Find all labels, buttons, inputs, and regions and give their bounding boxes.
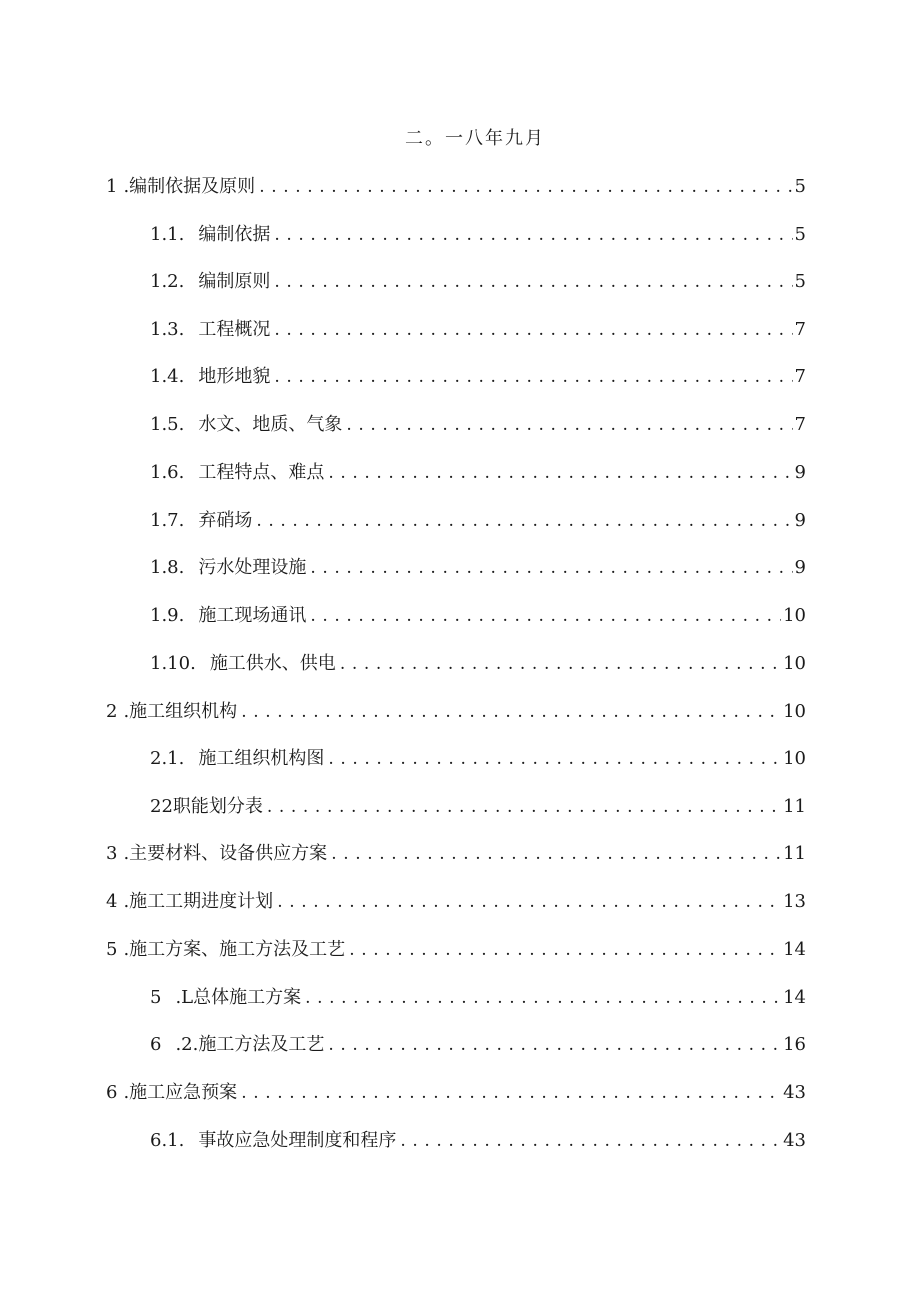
toc-entry[interactable] — [150, 504, 806, 538]
toc-entry-title — [150, 551, 310, 585]
toc-entry-title — [150, 742, 328, 776]
toc-dot-leader — [328, 742, 781, 776]
toc-entry-title — [106, 695, 241, 729]
toc-entry[interactable] — [150, 313, 806, 347]
toc-page-number: 10 — [783, 653, 806, 674]
toc-entry-number: 1.6. — [150, 462, 185, 483]
toc-entry[interactable] — [150, 218, 806, 252]
toc-entry-text: 施工组织机构图 — [198, 748, 325, 769]
toc-page-number: 14 — [783, 939, 806, 960]
toc-entry[interactable] — [106, 837, 806, 871]
toc-entry-number: 1.4. — [150, 366, 185, 387]
toc-entry-text: 22职能划分表 — [150, 796, 263, 817]
toc-dot-leader — [349, 933, 781, 967]
toc-entry[interactable] — [150, 790, 806, 824]
toc-dot-leader — [274, 265, 792, 299]
toc-entry-number: 2 — [106, 701, 118, 722]
toc-entry-title — [150, 790, 267, 824]
toc-entry[interactable] — [150, 599, 806, 633]
toc-entry-text: 污水处理设施 — [198, 557, 307, 578]
toc-entry-title — [150, 599, 310, 633]
toc-dot-leader — [400, 1124, 781, 1158]
toc-entry[interactable] — [150, 1124, 806, 1158]
toc-dot-leader — [331, 837, 781, 871]
toc-entry-title — [150, 313, 274, 347]
toc-entry-number: 6 — [150, 1034, 162, 1055]
toc-dot-leader — [277, 885, 781, 919]
toc-entry-number: 5 — [106, 939, 118, 960]
toc-entry-text: .编制依据及原则 — [123, 176, 256, 197]
toc-dot-leader — [267, 790, 781, 824]
toc-entry[interactable] — [106, 933, 806, 967]
toc-entry-number: 2.1. — [150, 748, 185, 769]
toc-entry-text: 编制依据 — [198, 224, 271, 245]
toc-page-number: 10 — [783, 605, 806, 626]
toc-page-number: 5 — [794, 271, 806, 292]
toc-page-number: 10 — [783, 701, 806, 722]
toc-dot-leader — [241, 1076, 781, 1110]
toc-entry-text: 工程概况 — [198, 319, 271, 340]
toc-page-number: 7 — [794, 319, 806, 340]
toc-dot-leader — [274, 218, 792, 252]
toc-entry[interactable] — [106, 695, 806, 729]
toc-entry-number: 1.1. — [150, 224, 185, 245]
toc-entry-title — [106, 837, 331, 871]
toc-page-number: 11 — [783, 843, 806, 864]
toc-page-number: 10 — [783, 748, 806, 769]
toc-entry-number: 1.5. — [150, 414, 185, 435]
toc-entry-title — [150, 647, 340, 681]
toc-entry-text: .2.施工方法及工艺 — [175, 1034, 325, 1055]
toc-page-number: 16 — [783, 1034, 806, 1055]
toc-entry-title — [150, 981, 305, 1015]
toc-entry[interactable] — [150, 456, 806, 490]
toc-entry-number: 6.1. — [150, 1130, 185, 1151]
toc-entry-title — [150, 265, 274, 299]
toc-entry-text: .施工应急预案 — [123, 1082, 238, 1103]
toc-dot-leader — [256, 504, 792, 538]
toc-entry-text: .施工工期进度计划 — [123, 891, 274, 912]
toc-entry-number: 1.2. — [150, 271, 185, 292]
toc-entry-title — [150, 360, 274, 394]
toc-entry[interactable] — [150, 647, 806, 681]
toc-page-number: 5 — [794, 224, 806, 245]
toc-page-number: 7 — [794, 414, 806, 435]
toc-entry[interactable] — [150, 551, 806, 585]
toc-entry-number: 1.10. — [150, 653, 196, 674]
toc-page-number: 43 — [783, 1130, 806, 1151]
toc-dot-leader — [340, 647, 781, 681]
toc-dot-leader — [274, 360, 792, 394]
toc-entry-text: 事故应急处理制度和程序 — [198, 1130, 397, 1151]
toc-entry-title — [106, 933, 349, 967]
toc-entry-text: 编制原则 — [198, 271, 271, 292]
toc-page-number: 5 — [794, 176, 806, 197]
toc-page-number: 13 — [783, 891, 806, 912]
toc-entry[interactable] — [150, 981, 806, 1015]
toc-page-number: 11 — [783, 796, 806, 817]
toc-entry-text: 施工供水、供电 — [209, 653, 336, 674]
toc-entry-number: 1.8. — [150, 557, 185, 578]
toc-entry-number: 3 — [106, 843, 118, 864]
toc-entry[interactable] — [106, 170, 806, 204]
toc-entry-text: 弃硝场 — [198, 510, 253, 531]
toc-entry-title — [150, 1124, 400, 1158]
toc-dot-leader — [310, 551, 792, 585]
toc-entry-number: 1.7. — [150, 510, 185, 531]
toc-entry-text: .L总体施工方案 — [175, 987, 302, 1008]
toc-entry-title — [106, 885, 277, 919]
toc-dot-leader — [274, 313, 792, 347]
toc-entry-title — [106, 170, 259, 204]
toc-dot-leader — [328, 456, 792, 490]
toc-entry-title — [150, 218, 274, 252]
toc-entry-text: 工程特点、难点 — [198, 462, 325, 483]
toc-entry-number: 6 — [106, 1082, 118, 1103]
toc-entry-title — [150, 456, 328, 490]
toc-entry-text: .主要材料、设备供应方案 — [123, 843, 328, 864]
toc-entry-title — [150, 504, 256, 538]
toc-entry-title — [150, 408, 346, 442]
toc-entry-text: 水文、地质、气象 — [198, 414, 343, 435]
toc-dot-leader — [241, 695, 781, 729]
toc-entry[interactable] — [106, 885, 806, 919]
document-date: 二。一八年九月 — [405, 128, 545, 149]
toc-entry-number: 1.9. — [150, 605, 185, 626]
toc-dot-leader — [346, 408, 792, 442]
toc-page-number: 9 — [794, 557, 806, 578]
toc-entry-number: 5 — [150, 987, 162, 1008]
toc-dot-leader — [259, 170, 792, 204]
toc-entry-number: 4 — [106, 891, 118, 912]
toc-entry-text: 地形地貌 — [198, 366, 271, 387]
toc-entry[interactable] — [150, 742, 806, 776]
toc-entry-number: 1.3. — [150, 319, 185, 340]
toc-entry-text: .施工方案、施工方法及工艺 — [123, 939, 346, 960]
toc-dot-leader — [310, 599, 781, 633]
toc-entry[interactable] — [150, 360, 806, 394]
toc-entry[interactable] — [150, 265, 806, 299]
toc-entry[interactable] — [150, 408, 806, 442]
toc-dot-leader — [305, 981, 781, 1015]
toc-page-number: 9 — [794, 510, 806, 531]
toc-entry-text: 施工现场通讯 — [198, 605, 307, 626]
toc-dot-leader — [328, 1028, 781, 1062]
toc-entry-title — [150, 1028, 328, 1062]
toc-page-number: 9 — [794, 462, 806, 483]
toc-page-number: 14 — [783, 987, 806, 1008]
toc-entry[interactable] — [150, 1028, 806, 1062]
toc-page-number: 7 — [794, 366, 806, 387]
toc-entry-title — [106, 1076, 241, 1110]
toc-entry-text: .施工组织机构 — [123, 701, 238, 722]
toc-page-number: 43 — [783, 1082, 806, 1103]
toc-entry[interactable] — [106, 1076, 806, 1110]
toc-entry-number: 1 — [106, 176, 118, 197]
